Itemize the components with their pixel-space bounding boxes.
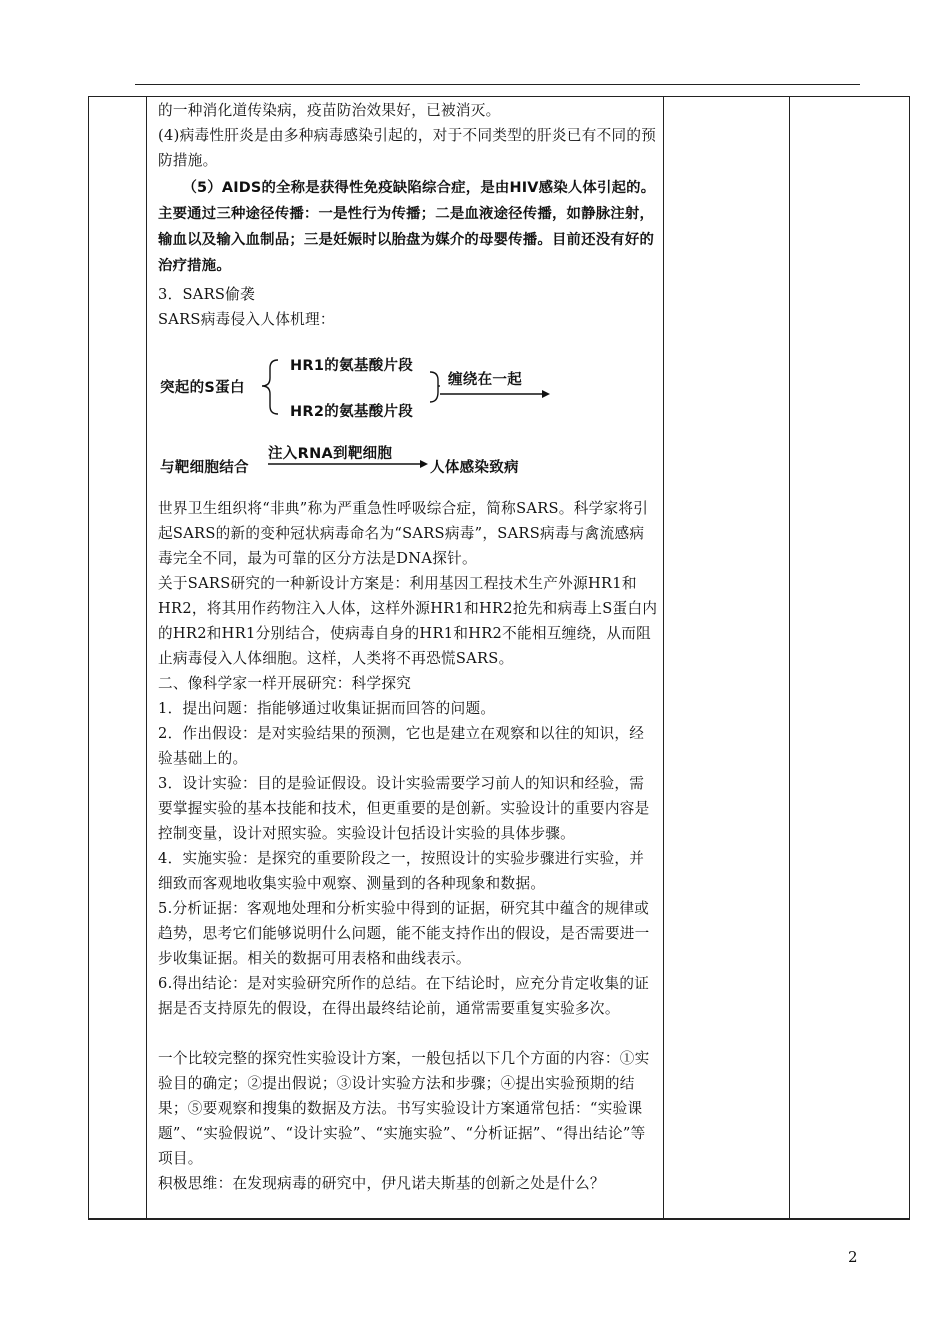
list-item: 5.分析证据：客观地处理和分析实验中得到的证据，研究其中蕴含的规律或趋势，思考它们能够说明什么问题，能不能支持作出的假设，是否需要进一步收集证据。相关的数据可用表格和曲线表示。 [158, 900, 650, 967]
list-item: 4．实施实验：是探究的重要阶段之一，按照设计的实验步骤进行实验，并细致而客观地收集实验中观察、测量到的各种现象和数据。 [158, 850, 645, 892]
list-item: 2．作出假设：是对实验结果的预测，它也是建立在观察和以往的知识，经验基础上的。 [158, 725, 645, 767]
diagram-top-branch: HR1的氨基酸片段 [290, 358, 414, 374]
join-bracket [430, 372, 438, 402]
arrow-head [542, 390, 550, 398]
diagram-bind-label: 与靶细胞结合 [160, 460, 249, 476]
arrow-head [420, 460, 428, 468]
text-paragraph: 关于SARS研究的一种新设计方案是：利用基因工程技术生产外源HR1和HR2，将其用作药物注入人体，这样外源HR1和HR2抢先和病毒上S蛋白内的HR2和HR1分别结合，使病毒自身的HR1和HR2不能相互缠绕，从而阻止病毒侵入人体细胞。这样，人类将不再恐慌SARS。 [158, 575, 658, 667]
aids-paragraph: （5）AIDS的全称是获得性免疫缺陷综合症，是由HIV感染人体引起的。主要通过三种途径传播：一是性行为传播；二是血液途径传播，如静脉注射，输血以及输入血制品；三是妊娠时以胎盘为媒介的母婴传播。目前还没有好的治疗措施。 [158, 180, 656, 274]
sars-mechanism-diagram [158, 332, 658, 476]
list-item: 6.得出结论：是对实验研究所作的总结。在下结论时，应充分肯定收集的证据是否支持原先的假设，在得出最终结论前，通常需要重复实验多次。 [158, 975, 650, 1017]
text-paragraph: (4)病毒性肝炎是由多种病毒感染引起的，对于不同类型的肝炎已有不同的预防措施。 [158, 127, 657, 169]
diagram-bottom-branch: HR2的氨基酸片段 [290, 404, 414, 420]
text-line: 的一种消化道传染病，疫苗防治效果好，已被消灭。 [158, 102, 501, 119]
text-line: SARS病毒侵入人体机理： [158, 311, 335, 328]
diagram-left-label: 突起的S蛋白 [160, 380, 245, 396]
text-paragraph: 一个比较完整的探究性实验设计方案，一般包括以下几个方面的内容：①实验目的确定；②提出假说；③设计实验方法和步骤；④提出实验预期的结果；⑤要观察和搜集的数据及方法。书写实验设计方案通常包括：“实验课题”、“实验假说”、“设计实验”、“实施实验”、“分析证据”、“得出结论”等项目。 [158, 1050, 650, 1167]
main-column-text [158, 98, 658, 1196]
diagram-middle-result: 缠绕在一起 [448, 372, 522, 388]
column-divider-2 [663, 97, 664, 1218]
column-divider-1 [146, 97, 147, 1218]
column-divider-3 [789, 97, 790, 1218]
header-rule [135, 84, 860, 85]
text-paragraph: 世界卫生组织将“非典”称为严重急性呼吸综合症，简称SARS。科学家将引起SARS的新的变种冠状病毒命名为“SARS病毒”，SARS病毒与禽流感病毒完全不同，最为可靠的区分方法是DNA探针。 [158, 500, 649, 567]
brace [262, 360, 278, 414]
diagram-final-label: 人体感染致病 [430, 460, 519, 476]
diagram-arrow-label: 注入RNA到靶细胞 [268, 446, 393, 462]
section-heading: 二、像科学家一样开展研究：科学探究 [158, 675, 412, 692]
list-item: 1．提出问题：指能够通过收集证据而回答的问题。 [158, 700, 496, 717]
section-heading-sars: 3．SARS偷袭 [158, 286, 255, 303]
question-line: 积极思维：在发现病毒的研究中，伊凡诺夫斯基的创新之处是什么？ [158, 1175, 605, 1192]
list-item: 3．设计实验：目的是验证假设。设计实验需要学习前人的知识和经验，需要掌握实验的基本技能和技术，但更重要的是创新。实验设计的重要内容是控制变量，设计对照实验。实验设计包括设计实验的具体步骤。 [158, 775, 650, 842]
table-bottom-border [88, 1218, 910, 1220]
page-number: 2 [848, 1248, 858, 1266]
